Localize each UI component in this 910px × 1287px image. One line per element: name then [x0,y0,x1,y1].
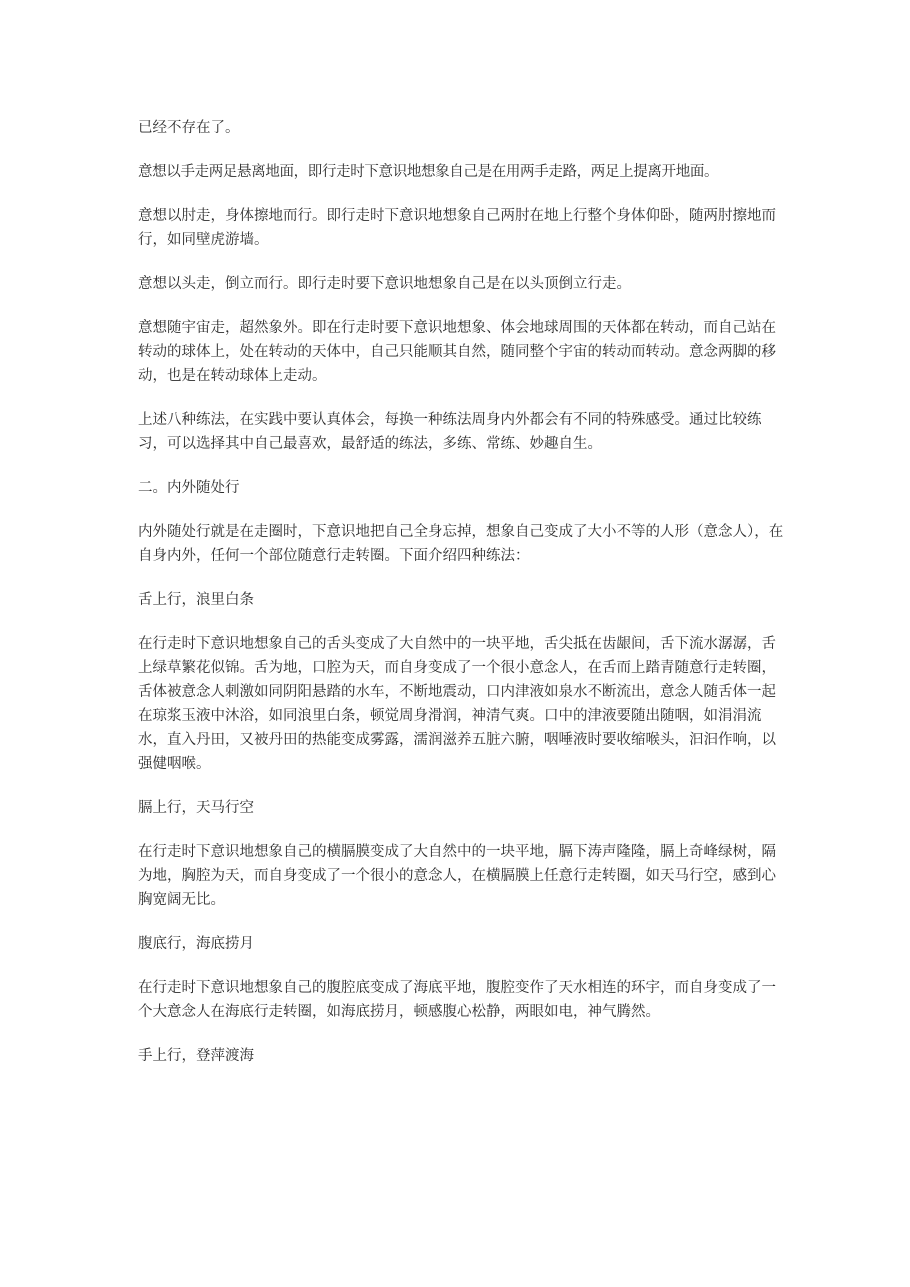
paragraph: 在行走时下意识地想象自己的腹腔底变成了海底平地，腹腔变作了天水相连的环宇，而自身变成了一个大意念人在海底行走转圈，如海底捞月，顿感腹心松静，两眼如电，神气腾然。 [138,980,776,1020]
paragraph: 在行走时下意识地想象自己的横膈膜变成了大自然中的一块平地，膈下涛声隆隆，膈上奇峰绿树，隔为地，胸腔为天，而自身变成了一个很小的意念人，在横膈膜上任意行走转圈，如天马行空，感到心胸宽阔无比。 [138,844,776,908]
paragraph: 意想以肘走，身体擦地而行。即行走时下意识地想象自己两肘在地上行整个身体仰卧，随两肘擦地而行，如同壁虎游墙。 [138,208,776,248]
paragraph: 意想随宇宙走，超然象外。即在行走时要下意识地想象、体会地球周围的天体都在转动，而自己站在转动的球体上，处在转动的天体中，自己只能顺其自然，随同整个宇宙的转动而转动。意念两脚的移动，也是在转动球体上走动。 [138,320,776,384]
subsection-heading: 手上行，登萍渡海 [138,1048,254,1064]
paragraph: 意想以头走，倒立而行。即行走时要下意识地想象自己是在以头顶倒立行走。 [138,276,631,292]
paragraph: 已经不存在了。 [138,120,240,136]
subsection-heading: 舌上行，浪里白条 [138,592,254,608]
paragraph: 在行走时下意识地想象自己的舌头变成了大自然中的一块平地，舌尖抵在齿龈间，舌下流水潺潺，舌上绿草繁花似锦。舌为地，口腔为天，而自身变成了一个很小意念人，在舌而上踏青随意行走转圈，舌体被意念人刺激如同阴阳悬踏的水车，不断地震动，口内津液如泉水不断流出，意念人随舌体一起在琼浆玉液中沐浴，如同浪里白条，顿觉周身滑润，神清气爽。口中的津液要随出随咽，如涓涓流水，直入丹田，又被丹田的热能变成雾露，濡润滋养五脏六腑，咽唾液时要收缩喉头，汩汩作响，以强健咽喉。 [138,636,776,772]
paragraph: 意想以手走两足悬离地面，即行走时下意识地想象自己是在用两手走路，两足上提离开地面。 [138,164,719,180]
subsection-heading: 腹底行，海底捞月 [138,936,254,952]
section-heading: 二。内外随处行 [138,480,240,496]
paragraph: 内外随处行就是在走圈时，下意识地把自己全身忘掉，想象自己变成了大小不等的人形（意念人），在自身内外，任何一个部位随意行走转圈。下面介绍四种练法： [138,524,784,564]
subsection-heading: 膈上行，天马行空 [138,800,254,816]
document-body [138,116,788,1088]
paragraph: 上述八种练法，在实践中要认真体会，每换一种练法周身内外都会有不同的特殊感受。通过比较练习，可以选择其中自己最喜欢，最舒适的练法，多练、常练、妙趣自生。 [138,412,762,452]
